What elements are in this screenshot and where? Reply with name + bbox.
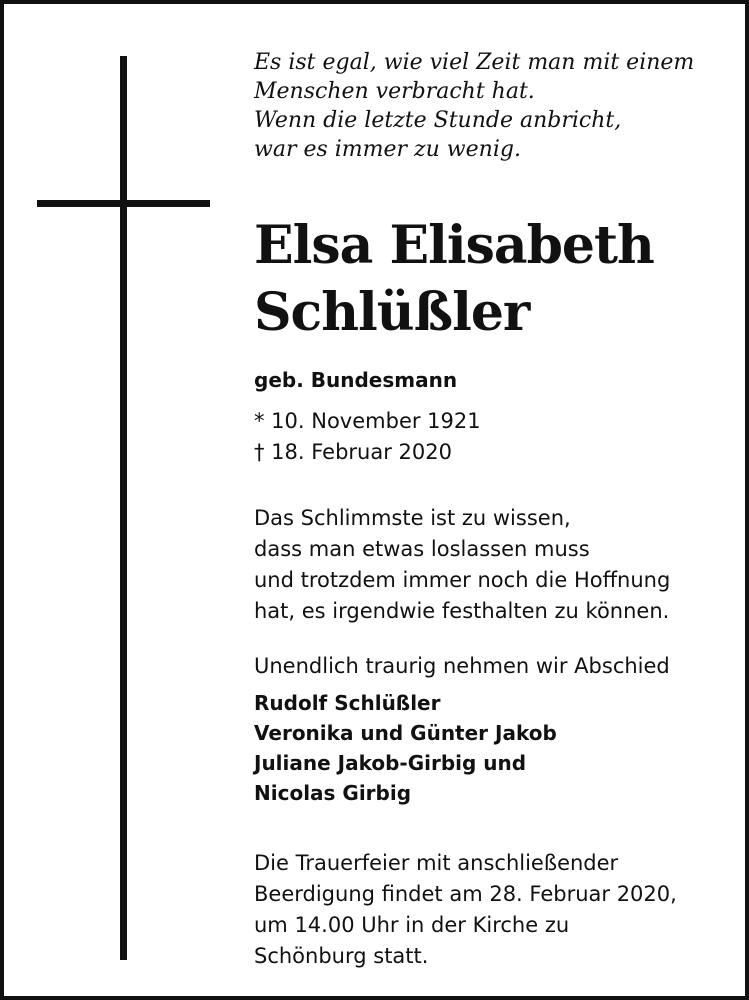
quote-line: Wenn die letzte Stunde anbricht, [254,108,622,133]
service-line: Die Trauerfeier mit anschließender [254,851,619,875]
quote-line: Menschen verbracht hat. [254,79,535,104]
farewell-text: Unendlich traurig nehmen wir Abschied [254,654,670,678]
poem-line: hat, es irgendwie festhalten zu können. [254,599,670,623]
poem-line: Das Schlimmste ist zu wissen, [254,506,571,530]
mourner: Veronika und Günter Jakob [254,721,557,745]
deceased-name [254,212,654,346]
service-details [254,848,677,972]
mourner: Juliane Jakob-Girbig und [254,751,527,775]
quote-line: Es ist egal, wie viel Zeit man mit einem [254,50,695,75]
death-date: † 18. Februar 2020 [254,440,452,464]
maiden-name: geb. Bundesmann [254,368,458,392]
poem [254,503,670,627]
cross-bar-icon [37,200,210,207]
service-line: Schönburg statt. [254,944,429,968]
poem-line: und trotzdem immer noch die Hoffnung [254,568,671,592]
service-line: Beerdigung findet am 28. Februar 2020, [254,882,677,906]
obituary-content [254,48,734,968]
service-line: um 14.00 Uhr in der Kirche zu [254,913,570,937]
poem-line: dass man etwas loslassen muss [254,537,590,561]
quote-line: war es immer zu wenig. [254,137,521,162]
life-dates [254,406,481,468]
cross-icon [120,56,127,960]
quote [254,48,734,164]
mourners-list [254,688,557,808]
birth-date: * 10. November 1921 [254,409,481,433]
deceased-name-line: Schlüßler [254,282,530,343]
mourner: Rudolf Schlüßler [254,691,441,715]
mourner: Nicolas Girbig [254,781,412,805]
deceased-name-line: Elsa Elisabeth [254,215,654,276]
